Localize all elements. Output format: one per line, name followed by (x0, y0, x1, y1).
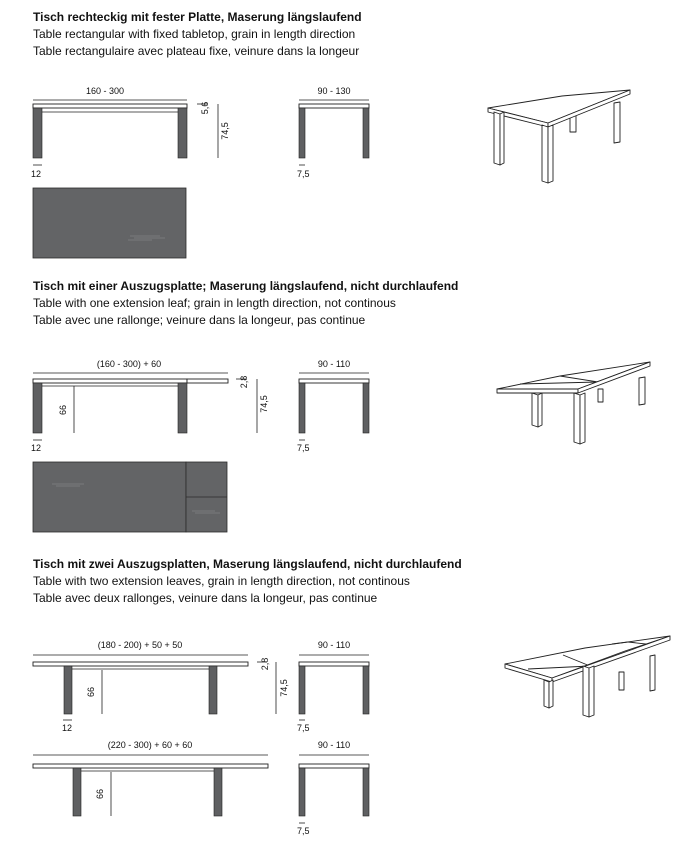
section3-side-elevation-b (297, 740, 369, 836)
section3-title-de: Tisch mit zwei Auszugsplatten, Maserung längslaufend, nicht durchlaufend (33, 557, 462, 571)
section1-front-elevation (31, 86, 187, 179)
tabletop (299, 104, 369, 108)
tabletop (299, 764, 369, 768)
section2-front-elevation (31, 359, 228, 453)
table-leg (214, 768, 222, 816)
section2-side-elevation (297, 359, 369, 453)
section1-perspective (488, 90, 630, 183)
section2-height-label: 74,5 (259, 395, 269, 413)
tabletop (33, 379, 187, 383)
section1-height-label: 74,5 (220, 122, 230, 140)
tabletop (33, 662, 248, 666)
section2-perspective (497, 362, 650, 444)
section1-title-en: Table rectangular with fixed tabletop, grain in length direction (33, 27, 356, 41)
section2-plan-view (33, 462, 227, 532)
tabletop (33, 764, 268, 768)
table-leg (299, 383, 305, 433)
section3-clearance-label-a: 66 (86, 686, 96, 698)
section1-height-dimensions (197, 102, 230, 158)
section3-title-en: Table with two extension leaves, grain in length direction, not continous (33, 574, 410, 588)
table-leg (363, 768, 369, 816)
section3-front-elevation-a (33, 640, 248, 733)
section2-top-thickness-label: 2,8 (239, 375, 249, 389)
section3-clearance-label-b: 66 (95, 788, 105, 800)
tabletop-plan (33, 462, 186, 532)
section1-plan-view (33, 188, 186, 258)
tabletop-plan (33, 188, 186, 258)
section3-front-elevation-b (33, 740, 268, 816)
table-leg (178, 383, 187, 433)
section1-title-fr: Table rectangulaire avec plateau fixe, veinure dans la longeur (33, 44, 360, 58)
section2-title-de: Tisch mit einer Auszugsplatte; Maserung längslaufend, nicht durchlaufend (33, 279, 459, 293)
table-leg (299, 768, 305, 816)
section3-width-label-b: 90 - 110 (317, 740, 351, 750)
section3-title-fr: Table avec deux rallonges, veinure dans la longeur, pas continue (33, 591, 378, 605)
section2-clearance-label: 66 (58, 404, 68, 416)
section2-leg-front-label: 12 (31, 443, 42, 453)
table-leg (209, 666, 217, 714)
table-leg (363, 666, 369, 714)
section1-side-elevation (297, 86, 369, 179)
section3-leg-side-label-a: 7,5 (297, 723, 310, 733)
section3-perspective (505, 636, 670, 717)
section2-leg-side-label: 7,5 (297, 443, 310, 453)
section1-length-label: 160 - 300 (85, 86, 125, 96)
section2-title-en: Table with one extension leaf; grain in length direction, not continous (33, 296, 396, 310)
section3-length-label-a: (180 - 200) + 50 + 50 (97, 640, 183, 650)
table-leg (33, 383, 42, 433)
section1-title-de: Tisch rechteckig mit fester Platte, Maserung längslaufend (33, 10, 362, 24)
table-leg (33, 108, 42, 158)
section3-length-label-b: (220 - 300) + 60 + 60 (107, 740, 193, 750)
table-leg (299, 666, 305, 714)
section3-top-thickness-label: 2,8 (260, 657, 270, 671)
table-leg (178, 108, 187, 158)
section2-length-label: (160 - 300) + 60 (96, 359, 162, 369)
table-leg (73, 768, 81, 816)
section2-title-fr: Table avec une rallonge; veinure dans la longeur, pas continue (33, 313, 366, 327)
section2-height-dimensions (236, 376, 269, 433)
tabletop (299, 662, 369, 666)
section3-leg-side-label-b: 7,5 (297, 826, 310, 836)
table-leg (64, 666, 72, 714)
section3-side-elevation-a (297, 640, 369, 733)
section3-width-label-a: 90 - 110 (317, 640, 351, 650)
table-leg (299, 108, 305, 158)
section3-leg-front-label: 12 (62, 723, 73, 733)
section3-height-dimensions (257, 658, 289, 714)
tabletop (33, 104, 187, 108)
section1-top-thickness-label: 5,6 (200, 101, 210, 115)
section3-height-label: 74,5 (279, 679, 289, 697)
table-leg (363, 383, 369, 433)
table-leg (363, 108, 369, 158)
section1-leg-front-label: 12 (31, 169, 42, 179)
section2-width-label: 90 - 110 (317, 359, 351, 369)
tabletop (299, 379, 369, 383)
section1-width-label: 90 - 130 (317, 86, 351, 96)
extension-leaf (187, 379, 228, 383)
section1-leg-side-label: 7,5 (297, 169, 310, 179)
